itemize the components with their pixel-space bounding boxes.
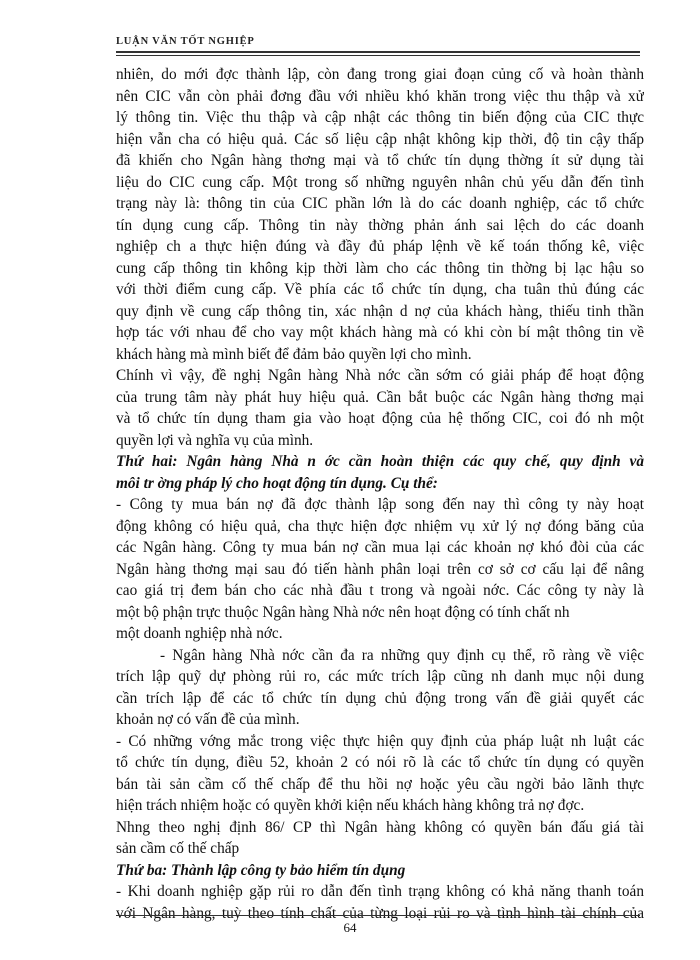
text-line: nên CIC vẫn còn phải đơng đầu với nhiều khó khăn trong việc thu thập và xử [116,87,644,105]
text-line: trạng này là: thông tin của CIC phần lớn là do các doanh nghiệp, các tổ chức [116,195,644,212]
text-line: cung cấp thông tin không kịp thời làm cho các thông tin thờng bị lạc hậu so [116,259,644,277]
text-line: khách hàng mà mình biết để đảm bảo quyền lợi cho mình. [116,345,472,363]
text-line: liệu do CIC cung cấp. Một trong số những nguyên nhân chủ yếu dẫn đến tình [116,173,644,191]
text-line: nhiên, do mới đợc thành lập, còn đang trong giai đoạn củng cố và hoàn thành [116,66,644,83]
text-line: và tổ chức tín dụng tham gia vào hoạt động của hệ thống CIC, coi đó nh một [116,410,644,427]
text-line: tín dụng cung cấp. Thông tin này thờng phản ánh sai lệch do các doanh [116,216,644,234]
text-line: đã khiến cho Ngân hàng thơng mại và tổ chức tín dụng thờng ít sử dụng tài [116,152,644,169]
text-line: môi tr ờng pháp lý cho hoạt động tín dụng. Cụ thể: [116,474,438,492]
text-line: quy định về cung cấp thông tin, xác nhận d nợ của khách hàng, thiếu tinh thần [116,302,644,320]
page-number: 64 [343,920,357,935]
text-line: một doanh nghiệp nhà nớc. [116,625,283,642]
header-rule [116,51,640,53]
text-line: với Ngân hàng, tuỳ theo tính chất của từng loại rủi ro và tình hình tài chính của [116,904,644,922]
document-body [116,64,644,924]
text-line: Nhng theo nghị định 86/ CP thì Ngân hàng không có quyền bán đấu giá tài [116,818,644,836]
text-line: trích lập quỹ dự phòng rủi ro, các mức trích lập cũng nh danh mục nội dung [116,668,644,685]
text-line: Thứ ba: Thành lập công ty bảo hiểm tín dụng [116,861,406,879]
text-line: động không có hiệu quả, cha thực hiện đợc nhiệm vụ xử lý nợ đóng băng của [116,517,644,535]
text-line: - Ngân hàng Nhà nớc cần đa ra những quy định cụ thể, rõ ràng về việc [160,646,644,664]
text-line: tổ chức tín dụng, điều 52, khoản 2 có nói rõ là các tổ chức tín dụng có quyền [116,754,644,771]
text-line: hiện vẫn cha có hiệu quả. Các số liệu cập nhật không kịp thời, độ tin cậy thấp [116,130,644,148]
text-line: cao giá trị đem bán cho các nhà đầu t trong và ngoài nớc. Các công ty này là [116,582,644,599]
header-rule-thin [116,55,640,56]
text-line: Chính vì vậy, đề nghị Ngân hàng Nhà nớc cần sớm có giải pháp để hoạt động [116,367,644,384]
text-line: - Công ty mua bán nợ đã đợc thành lập song đến nay thì công ty này hoạt [116,496,644,513]
text-line: Thứ hai: Ngân hàng Nhà n ớc cần hoàn thiện các quy chế, quy định và [116,453,644,470]
text-line: lý thông tin. Việc thu thập và cập nhật các thông tin biến động của CIC thực [116,109,644,126]
text-line: Ngân hàng thơng mại sau đó tiến hành phân loại trên cơ sở cơ cấu lại để nâng [116,560,644,578]
text-line: khoản nợ có vấn đề của mình. [116,711,300,728]
text-line: sản cầm cố thế chấp [116,840,240,857]
text-line: nghiệp ch a thực hiện đúng và đầy đủ pháp lệnh về kế toán thống kê, việc [116,238,644,255]
text-line: bán tài sản cầm cố thế chấp để thu hồi nợ hoặc yêu cầu ngời bảo lãnh thực [116,775,644,793]
text-line: - Khi doanh nghiệp gặp rủi ro dẫn đến tình trạng không có khả năng thanh toán [116,883,644,900]
text-line: cần trích lập để các tổ chức tín dụng chủ động trong vấn đề giải quyết các [116,689,644,707]
text-line: hợp tác với nhau để cho vay một khách hàng mà có khi còn bí mật thông tin về [116,324,644,341]
text-line: một bộ phận trực thuộc Ngân hàng Nhà nớc nên hoạt động có tính chất nh [116,603,570,621]
footer-rule [116,915,640,916]
text-line: với thời điểm cung cấp. Về phía các tổ chức tín dụng, cha tuân thủ đúng các [116,281,644,298]
text-line: hiện trách nhiệm hoặc có quyền khởi kiện nếu khách hàng không trả nợ đợc. [116,797,585,814]
text-line: quyền lợi và nghĩa vụ của mình. [116,431,314,449]
text-line: các Ngân hàng. Công ty mua bán nợ cần mua lại các khoản nợ khó đòi của các [116,539,644,556]
text-line: của trung tâm này phát huy hiệu quả. Cần bắt buộc các Ngân hàng thơng mại [116,388,644,406]
text-line: - Có những vớng mắc trong việc thực hiện quy định của pháp luật nh luật các [116,732,644,750]
running-header: LUẬN VĂN TỐT NGHIỆP [116,36,255,47]
